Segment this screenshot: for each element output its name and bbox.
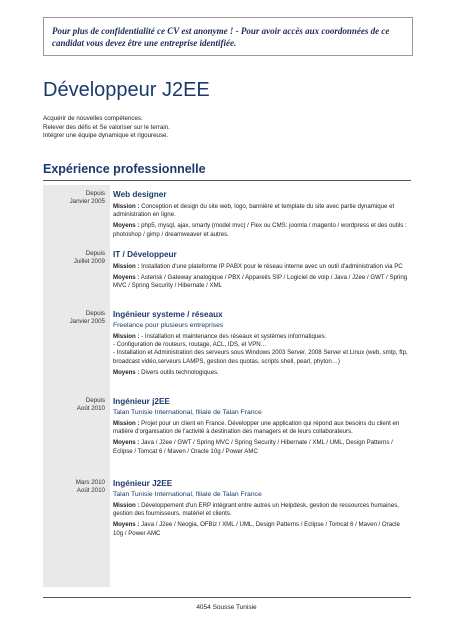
experience-date [43,310,105,327]
date-line: Depuis [85,190,105,197]
mission-text: Mission : - Installation et maintenance des réseaux et systèmes informatiques. - Configuration de routeurs, routage, ACL, IDS, et VPN… - Installation et Administration des serveurs sous Windows 2003 Server, 2008 Server et Linux (web, smtp, ftp, broadcast vidéo,serveurs LAMPS, gestion des quotas, scripts shell, pearl, phyton…) [113,333,408,365]
job-title: Ingénieur j2EE [113,397,170,406]
mission-text: Mission : Conception et design du site web, logo, bannière et template du site avec partie dynamique et administration en ligne. [113,203,395,219]
objectives [43,115,170,141]
section-divider [43,180,411,181]
objective-line: Relever des défis et Se valoriser sur le terrain. [43,123,170,131]
anonymity-notice: Pour plus de confidentialité ce CV est anonyme ! - Pour avoir accès aux coordonnées de ce candidat vous devez être une entreprise identifiée. [43,17,413,56]
moyens-text: Moyens : Divers outils technologiques. [113,368,219,376]
date-line: Janvier 2005 [69,318,105,326]
job-title: Ingénieur J2EE [113,479,173,488]
job-title: IT / Développeur [113,250,177,259]
job-title: Web designer [113,190,167,199]
date-line: Depuis [85,397,105,404]
date-column-background [43,185,110,587]
footer-address: 4054 Sousse Tunisie [196,604,257,611]
date-line: Depuis [85,250,105,257]
job-title: Ingénieur systeme / réseaux [113,310,223,319]
objective-line: Acquérir de nouvelles compétences. [43,115,143,122]
date-line: Janvier 2005 [69,198,105,206]
mission-text: Mission : Projet pour un client en France. Développer une application qui répond aux besoins du client en matière d'organisation de l'activité à destination des managers et de leurs collaborateurs. [113,420,400,436]
mission-text: Mission : Installation d'une plateforme IP PABX pour le réseau interne avec un outil d'administration via PC [113,263,403,270]
page-title: Développeur J2EE [43,79,210,101]
experience-date [43,250,105,267]
moyens-text: Moyens : Java / J2ee / Neogia, OFBiz / XML / UML, Design Patterns / Eclipse / Tomcat 6 / Maven / Oracle 10g / Power AMC [113,521,400,537]
section-title-experience: Expérience professionnelle [43,162,206,176]
moyens-text: Moyens : Asterisk / Gateway analogique / PBX / Appareils SIP / Logiciel de voip / Java / J2ee / GWT / Spring MVC / Spring Security / Hibernate / XML [113,274,408,290]
experience-date [43,397,105,414]
date-line: Juillet 2009 [73,258,105,266]
objective-line: Intégrer une équipe dynamique et rigoureuse. [43,132,169,140]
company-name: Freelance pour plusieurs entreprises [113,322,224,329]
date-line: Août 2010 [76,405,105,413]
date-line: Août 2010 [76,487,105,495]
date-line: Mars 2010 [75,479,105,486]
experience-date [43,190,105,207]
experience-date [43,479,105,496]
date-line: Depuis [85,310,105,317]
mission-text: Mission : Développement d'un ERP intégrant entre autres un Helpdesk, gestion de ressources humaines, gestion des fournisseurs, matériel et clients. [113,502,399,518]
moyens-text: Moyens : php5, mysql, ajax, smarty (model mvc) / Flex ou CMS: joomla / magento / wordpress et des outils : photoshop / gimp / dreamweaver et autres. [113,222,407,238]
moyens-text: Moyens : Java / J2ee / GWT / Spring MVC / Spring Security / Hibernate / XML / UML, Design Patterns / Eclipse / Tomcat 6 / Maven / Oracle 10g / Power AMC [113,439,393,455]
footer-divider [43,597,411,598]
company-name: Talan Tunisie International, filiale de Talan France [113,491,262,498]
company-name: Talan Tunisie International, filiale de Talan France [113,409,262,416]
